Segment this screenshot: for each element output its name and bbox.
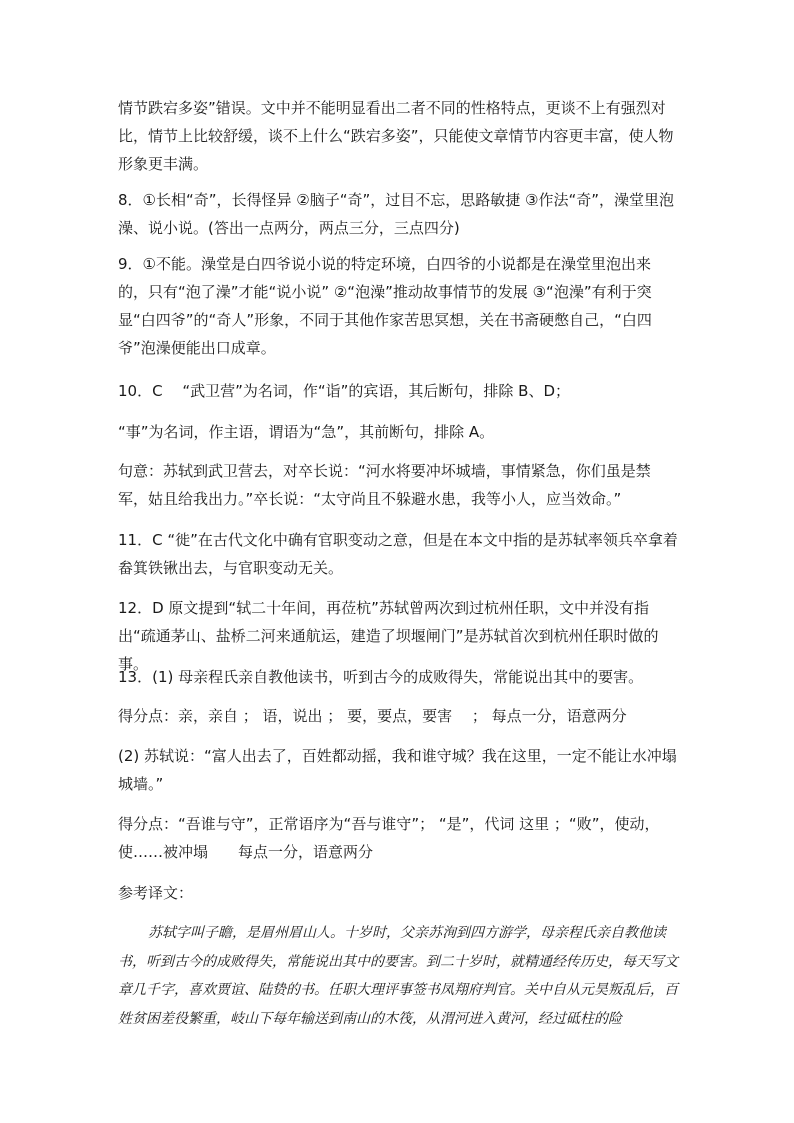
answer-12: 12．D 原文提到“轼二十年间，再莅杭”苏轼曾两次到过杭州任职，文中并没有指出“疏通茅山、盐桥二河来通航运，建造了坝堰闸门”是苏轼首次到杭州任职时做的事。 bbox=[118, 599, 659, 673]
answer-8: 8．①长相“奇”，长得怪异 ②脑子“奇”，过目不忘，思路敏捷 ③作法“奇”，澡堂里泡澡、说小说。(答出一点两分，两点三分，三点四分) bbox=[118, 191, 675, 237]
reference-translation-text: 苏轼字叫子瞻，是眉州眉山人。十岁时，父亲苏洵到四方游学，母亲程氏亲自教他读书，听到古今的成败得失，常能说出其中的要害。到二十岁时，就精通经传历史，每天写文章几千字，喜欢贾谊、陆贽的书。任职大理评事签书凤翔府判官。关中自从元昊叛乱后，百姓贫困差役繁重，岐山下每年输送到南山的木筏，从渭河进入黄河，经过砥柱的险 bbox=[118, 925, 678, 1027]
paragraph-7-continued: 情节跌宕多姿”错误。文中并不能明显看出二者不同的性格特点，更谈不上有强烈对比，情节上比较舒缓，谈不上什么“跌宕多姿”，只能使文章情节内容更丰富，使人物形象更丰满。 bbox=[118, 99, 674, 173]
answer-11: 11．C “徙”在古代文化中确有官职变动之意，但是在本文中指的是苏轼率领兵卒拿着畚箕铁锹出去，与官职变动无关。 bbox=[118, 531, 678, 577]
answer-13-part-2: (2) 苏轼说：“富人出去了，百姓都动摇，我和谁守城？我在这里，一定不能让水冲塌城墙。” bbox=[118, 747, 677, 793]
answer-10-translation: 句意：苏轼到武卫营去，对卒长说：“河水将要冲坏城墙，事情紧急，你们虽是禁军，姑且给我出力。”卒长说：“太守尚且不躲避水患，我等小人，应当效命。” bbox=[118, 462, 651, 508]
answer-10-note: “事”为名词，作主语，谓语为“急”，其前断句，排除 A。 bbox=[118, 423, 495, 441]
scoring-points-1: 得分点：亲，亲自 ； 语，说出 ； 要，要点，要害 ； 每点一分，语意两分 bbox=[118, 707, 627, 725]
reference-translation-heading: 参考译文： bbox=[118, 884, 194, 902]
answer-10: 10．C “武卫营”为名词，作“诣”的宾语，其后断句，排除 B、D； bbox=[118, 382, 571, 400]
answer-9: 9．①不能。澡堂是白四爷说小说的特定环境，白四爷的小说都是在澡堂里泡出来的，只有“泡了澡”才能“说小说” ②“泡澡”推动故事情节的发展 ③“泡澡”有利于突显“白四爷”的“奇人”形象，不同于其他作家苦思冥想，关在书斋硬憋自己，“白四爷”泡澡便能出口成章。 bbox=[118, 255, 652, 357]
scoring-points-2: 得分点：“吾谁与守”，正常语序为“吾与谁守”； “是”，代词 这里 ；“败”，使动，使……被冲塌 每点一分，语意两分 bbox=[118, 815, 660, 861]
answer-13-part-1: 13．(1) 母亲程氏亲自教他读书，听到古今的成败得失，常能说出其中的要害。 bbox=[118, 668, 644, 686]
